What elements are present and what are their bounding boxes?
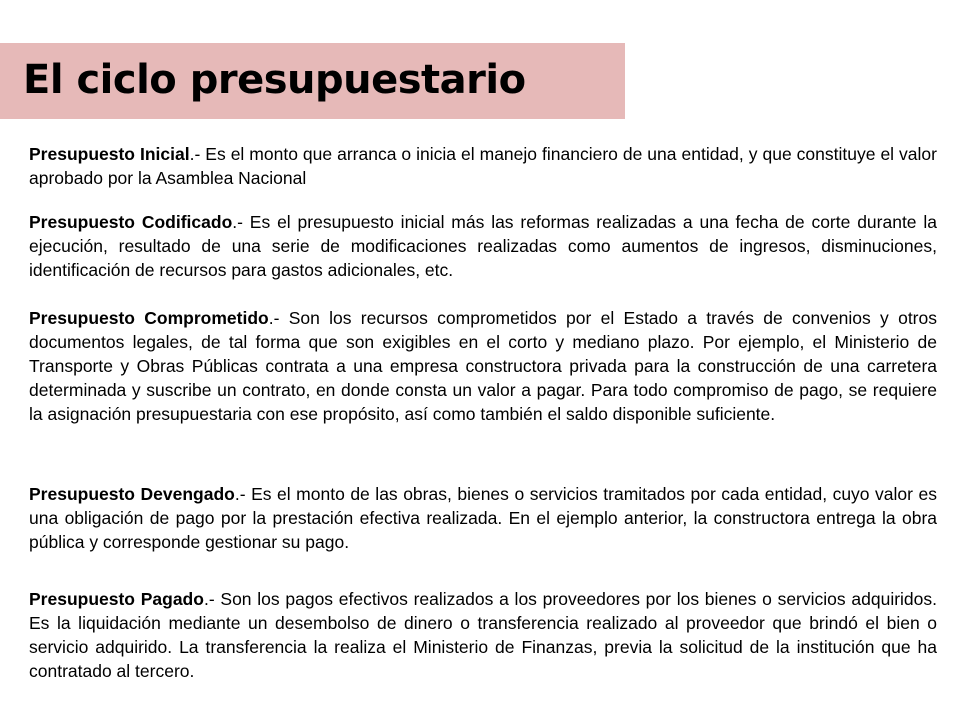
slide-title: El ciclo presupuestario bbox=[23, 57, 526, 103]
term-separator: .- bbox=[234, 484, 246, 504]
paragraph-presupuesto-devengado bbox=[29, 482, 937, 554]
term-label: Presupuesto Codificado bbox=[29, 212, 233, 232]
paragraph-presupuesto-inicial bbox=[29, 142, 937, 190]
term-label: Presupuesto Pagado bbox=[29, 589, 204, 609]
term-label: Presupuesto Inicial bbox=[29, 144, 190, 164]
term-separator: .- bbox=[232, 212, 243, 232]
definition-text: Es el presupuesto inicial más las reformas realizadas a una fecha de corte durante la ejecución, resultado de una serie de modificaciones realizadas como aumentos de ingresos, disminuciones, identificación de recursos para gastos adicionales, etc. bbox=[29, 212, 938, 280]
term-separator: .- bbox=[203, 589, 215, 609]
definition-text: Es el monto que arranca o inicia el manejo financiero de una entidad, y que constituye el valor aprobado por la Asamblea Nacional bbox=[29, 144, 937, 188]
paragraph-presupuesto-pagado bbox=[29, 587, 937, 683]
term-separator: .- bbox=[189, 144, 201, 164]
term-label: Presupuesto Devengado bbox=[29, 484, 235, 504]
definition-text: Es el monto de las obras, bienes o servicios tramitados por cada entidad, cuyo valor es una obligación de pago por la prestación efectiva realizada. En el ejemplo anterior, la constructora entrega la obra pública y corresponde gestionar su pago. bbox=[29, 484, 937, 552]
definition-text: Son los pagos efectivos realizados a los proveedores por los bienes o servicios adquiridos. Es la liquidación mediante un desembolso de dinero o transferencia realizado al proveedor que brindó el bien o servicio adquirido. La transferencia la realiza el Ministerio de Finanzas, previa la solicitud de la institución que ha contratado al tercero. bbox=[29, 589, 937, 681]
paragraph-presupuesto-codificado bbox=[29, 210, 937, 282]
term-separator: .- bbox=[268, 308, 280, 328]
term-label: Presupuesto Comprometido bbox=[29, 308, 269, 328]
paragraph-presupuesto-comprometido bbox=[29, 306, 937, 426]
definition-text: Son los recursos comprometidos por el Estado a través de convenios y otros documentos legales, de tal forma que son exigibles en el corto y mediano plazo. Por ejemplo, el Ministerio de Transporte y Obras Públicas contrata a una empresa constructora privada para la construcción de una carretera determinada y suscribe un contrato, en donde consta un valor a pagar. Para todo compromiso de pago, se requiere la asignación presupuestaria con ese propósito, así como también el saldo disponible suficiente. bbox=[29, 308, 937, 424]
